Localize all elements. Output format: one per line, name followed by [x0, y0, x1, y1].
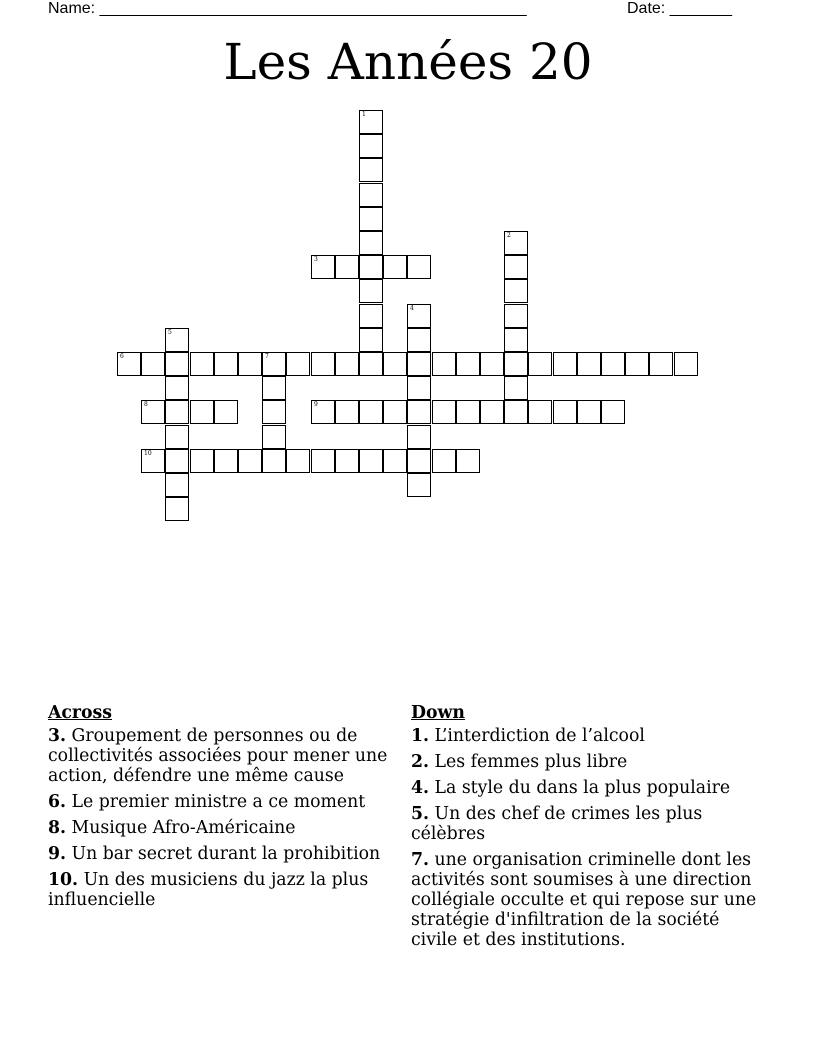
clue-item [411, 778, 761, 798]
grid-cell[interactable] [553, 400, 577, 424]
clue-number: 3. [48, 726, 67, 746]
grid-cell[interactable] [359, 231, 383, 255]
across-clue-list [48, 726, 398, 910]
grid-cell[interactable] [165, 449, 189, 473]
grid-cell[interactable] [141, 400, 165, 424]
grid-cell[interactable] [480, 400, 504, 424]
cell-number: 5 [168, 329, 172, 336]
cell-number: 1 [362, 111, 366, 118]
grid-cell[interactable] [456, 449, 480, 473]
grid-cell[interactable] [504, 231, 528, 255]
page-title: Les Années 20 [223, 33, 593, 91]
grid-cell[interactable] [383, 352, 407, 376]
grid-cell[interactable] [359, 134, 383, 158]
down-clue-list [411, 726, 761, 950]
clue-item [48, 818, 398, 838]
grid-cell[interactable] [214, 400, 238, 424]
clue-number: 1. [411, 726, 430, 746]
grid-cell[interactable] [553, 352, 577, 376]
grid-cell[interactable] [407, 352, 431, 376]
cell-number: 4 [410, 305, 414, 312]
grid-cell[interactable] [407, 255, 431, 279]
grid-cell[interactable] [577, 400, 601, 424]
grid-cell[interactable] [311, 449, 335, 473]
grid-cell[interactable] [359, 158, 383, 182]
clue-item [411, 850, 761, 950]
grid-cell[interactable] [577, 352, 601, 376]
grid-cell[interactable] [165, 328, 189, 352]
down-heading: Down [411, 703, 465, 723]
grid-cell[interactable] [504, 352, 528, 376]
clue-number: 10. [48, 870, 79, 890]
grid-cell[interactable] [456, 400, 480, 424]
grid-cell[interactable] [335, 255, 359, 279]
grid-cell[interactable] [190, 352, 214, 376]
cell-number: 8 [144, 401, 148, 408]
grid-cell[interactable] [504, 279, 528, 303]
clue-item [48, 792, 398, 812]
name-label: Name: [48, 0, 100, 17]
grid-cell[interactable] [165, 473, 189, 497]
grid-cell[interactable] [141, 449, 165, 473]
grid-cell[interactable] [262, 400, 286, 424]
grid-cell[interactable] [407, 304, 431, 328]
grid-cell[interactable] [504, 255, 528, 279]
clue-item [48, 726, 398, 786]
clue-text: Groupement de personnes ou de collectivités associées pour mener une action, défendre une même cause [48, 726, 388, 786]
clue-text: Un bar secret durant la prohibition [71, 844, 381, 864]
clue-text: Musique Afro-Américaine [71, 818, 296, 838]
clue-text: Un des musiciens du jazz la plus influencielle [48, 870, 369, 910]
grid-cell[interactable] [262, 425, 286, 449]
grid-cell[interactable] [141, 352, 165, 376]
grid-cell[interactable] [311, 400, 335, 424]
grid-cell[interactable] [504, 304, 528, 328]
down-clues [411, 702, 761, 956]
grid-cell[interactable] [649, 352, 673, 376]
clue-text: Un des chef de crimes les plus célèbres [411, 804, 703, 844]
grid-cell[interactable] [286, 449, 310, 473]
grid-cell[interactable] [601, 352, 625, 376]
clue-text: une organisation criminelle dont les activités sont soumises à une direction collégiale occulte et qui repose sur une stratégie d'infiltration de la société civile et des institutions. [411, 850, 757, 950]
grid-cell[interactable] [165, 352, 189, 376]
grid-cell[interactable] [359, 449, 383, 473]
grid-cell[interactable] [480, 352, 504, 376]
clue-number: 7. [411, 850, 430, 870]
clue-text: Le premier ministre a ce moment [71, 792, 366, 812]
grid-cell[interactable] [407, 473, 431, 497]
grid-cell[interactable] [335, 352, 359, 376]
cell-number: 3 [314, 256, 318, 263]
grid-cell[interactable] [286, 352, 310, 376]
clue-number: 8. [48, 818, 67, 838]
grid-cell[interactable] [456, 352, 480, 376]
date-field[interactable]: _______ [669, 0, 732, 17]
clue-item [411, 804, 761, 844]
across-clues [48, 702, 398, 916]
clue-item [411, 726, 761, 746]
grid-cell[interactable] [262, 352, 286, 376]
name-field[interactable]: ________________________________________________ [99, 0, 527, 17]
grid-cell[interactable] [625, 352, 649, 376]
grid-cell[interactable] [359, 328, 383, 352]
clue-number: 9. [48, 844, 67, 864]
clue-text: La style du dans la plus populaire [434, 778, 731, 798]
grid-cell[interactable] [190, 400, 214, 424]
grid-cell[interactable] [335, 449, 359, 473]
grid-cell[interactable] [383, 449, 407, 473]
grid-cell[interactable] [238, 449, 262, 473]
grid-cell[interactable] [359, 352, 383, 376]
across-heading: Across [48, 703, 113, 723]
grid-cell[interactable] [504, 400, 528, 424]
grid-cell[interactable] [407, 376, 431, 400]
grid-cell[interactable] [407, 328, 431, 352]
clue-text: Les femmes plus libre [434, 752, 628, 772]
clue-item [411, 752, 761, 772]
clue-number: 5. [411, 804, 430, 824]
grid-cell[interactable] [165, 400, 189, 424]
clue-number: 6. [48, 792, 67, 812]
clue-item [48, 844, 398, 864]
grid-cell[interactable] [674, 352, 698, 376]
grid-cell[interactable] [359, 110, 383, 134]
cell-number: 6 [120, 353, 124, 360]
grid-cell[interactable] [359, 183, 383, 207]
grid-cell[interactable] [238, 352, 262, 376]
grid-cell[interactable] [359, 400, 383, 424]
grid-cell[interactable] [262, 376, 286, 400]
grid-cell[interactable] [504, 328, 528, 352]
date-label: Date: [627, 0, 670, 17]
clue-text: L’interdiction de l’alcool [434, 726, 645, 746]
cell-number: 2 [507, 232, 511, 239]
grid-cell[interactable] [165, 425, 189, 449]
grid-cell[interactable] [359, 255, 383, 279]
grid-cell[interactable] [601, 400, 625, 424]
grid-cell[interactable] [311, 352, 335, 376]
grid-cell[interactable] [407, 449, 431, 473]
grid-cell[interactable] [383, 400, 407, 424]
grid-cell[interactable] [383, 255, 407, 279]
grid-cell[interactable] [214, 352, 238, 376]
clue-item [48, 870, 398, 910]
grid-cell[interactable] [407, 400, 431, 424]
grid-cell[interactable] [407, 425, 431, 449]
grid-cell[interactable] [214, 449, 238, 473]
clue-number: 2. [411, 752, 430, 772]
grid-cell[interactable] [311, 255, 335, 279]
grid-cell[interactable] [117, 352, 141, 376]
cell-number: 10 [144, 450, 152, 457]
grid-cell[interactable] [432, 352, 456, 376]
grid-cell[interactable] [335, 400, 359, 424]
grid-cell[interactable] [432, 400, 456, 424]
grid-cell[interactable] [528, 352, 552, 376]
cell-number: 9 [314, 401, 318, 408]
cell-number: 7 [265, 353, 269, 360]
grid-cell[interactable] [165, 497, 189, 521]
clue-number: 4. [411, 778, 430, 798]
grid-cell[interactable] [359, 279, 383, 303]
grid-cell[interactable] [165, 376, 189, 400]
grid-cell[interactable] [504, 376, 528, 400]
grid-cell[interactable] [432, 449, 456, 473]
grid-cell[interactable] [528, 400, 552, 424]
grid-cell[interactable] [190, 449, 214, 473]
grid-cell[interactable] [359, 207, 383, 231]
grid-cell[interactable] [359, 304, 383, 328]
grid-cell[interactable] [262, 449, 286, 473]
